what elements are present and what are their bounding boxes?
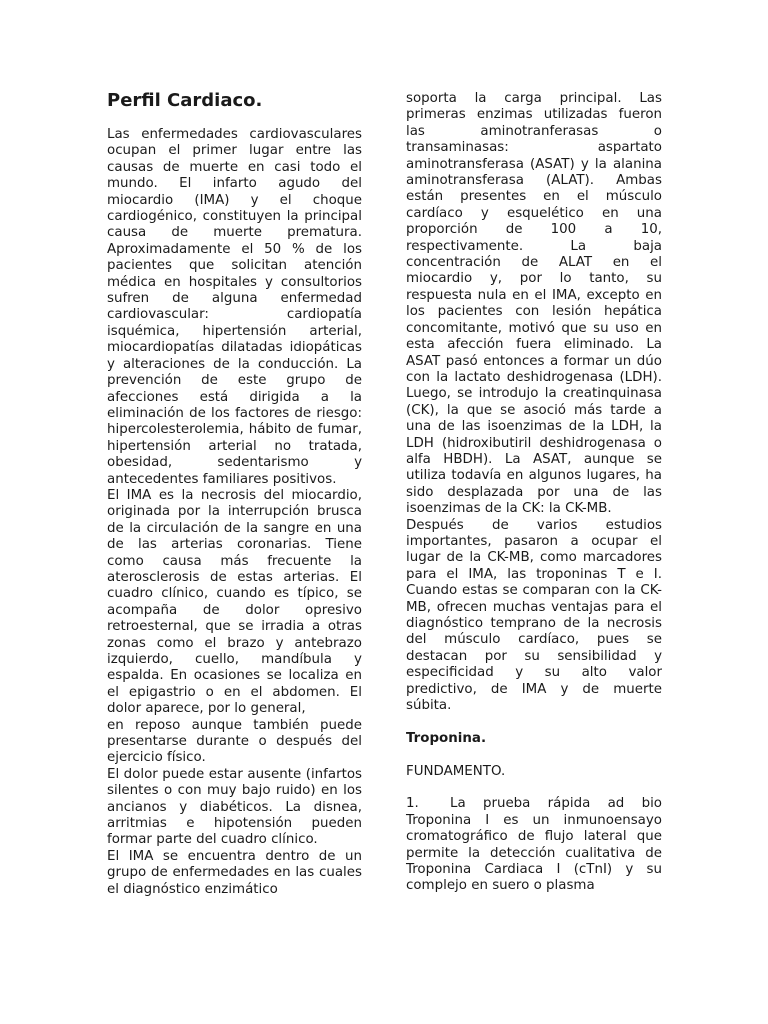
document-title: Perfil Cardiaco.	[107, 90, 263, 111]
right-column-text	[406, 91, 662, 895]
list-item-number: 1.	[406, 796, 419, 812]
subheading: FUNDAMENTO.	[406, 763, 506, 779]
left-column-text	[107, 127, 362, 898]
paragraph: El dolor puede estar ausente (infartos silentes o con muy bajo ruido) en los ancianos y diabéticos. La disnea, arritmias e hipotensión pueden formar parte del cuadro clínico.	[107, 766, 362, 848]
paragraph: El IMA es la necrosis del miocardio, originada por la interrupción brusca de la circulación de la sangre en una de las arterias coronarias. Tiene como causa más frecuente la aterosclerosis de estas arterias. El cuadro clínico, cuando es típico, se acompaña de dolor opresivo retroesternal, que se irradia a otras zonas como el brazo y antebrazo izquierdo, cuello, mandíbula y espalda. En ocasiones se localiza en el epigastrio o en el abdomen. El dolor aparece, por lo general,	[107, 487, 362, 717]
paragraph: Las enfermedades cardiovasculares ocupan el primer lugar entre las causas de muerte en casi todo el mundo. El infarto agudo del miocardio (IMA) y el choque cardiogénico, constituyen la principal causa de muerte prematura. Aproximadamente el 50 % de los pacientes que solicitan atención médica en hospitales y consultorios sufren de alguna enfermedad cardiovascular: cardiopatía isquémica, hipertensión arterial, miocardiopatías dilatadas idiopáticas y alteraciones de la conducción. La prevención de este grupo de afecciones está dirigida a la eliminación de los factores de riesgo: hipercolesterolemia, hábito de fumar, hipertensión arterial no tratada, obesidad, sedentarismo y antecedentes familiares positivos.	[107, 127, 362, 487]
paragraph: soporta la carga principal. Las primeras enzimas utilizadas fueron las aminotranferasas o transaminasas: aspartato aminotransferasa (ASAT) y la alanina aminotransferasa (ALAT). Ambas están presentes en el músculo cardíaco y esquelético en una proporción de 100 a 10, respectivamente. La baja concentración de ALAT en el miocardio y, por lo tanto, su respuesta nula en el IMA, excepto en los pacientes con lesión hepática concomitante, motivó que su uso en esta afección fuera eliminado. La ASAT pasó entonces a formar un dúo con la lactato deshidrogenasa (LDH). Luego, se introdujo la creatinquinasa (CK), la que se asoció más tarde a una de las isoenzimas de la LDH, la LDH (hidroxibutiril deshidrogenasa o alfa HBDH). La ASAT, aunque se utiliza todavía en algunos lugares, ha sido desplazada por una de las isoenzimas de la CK: la CK-MB.	[406, 91, 662, 517]
list-item	[406, 796, 662, 894]
paragraph: El IMA se encuentra dentro de un grupo de enfermedades en las cuales el diagnóstico enzimático	[107, 848, 362, 897]
paragraph: Después de varios estudios importantes, pasaron a ocupar el lugar de la CK-MB, como marcadores para el IMA, las troponinas T e I. Cuando estas se comparan con la CK-MB, ofrecen muchas ventajas para el diagnóstico temprano de la necrosis del músculo cardíaco, pues se destacan por su sensibilidad y especificidad y su alto valor predictivo, de IMA y de muerte súbita.	[406, 517, 662, 714]
list-item-text: La prueba rápida ad bio Troponina I es un inmunoensayo cromatográfico de flujo lateral que permite la detección cualitativa de Troponina Cardiaca I (cTnI) y su complejo en suero o plasma	[406, 796, 662, 894]
paragraph: en reposo aunque también puede presentarse durante o después del ejercicio físico.	[107, 717, 362, 766]
section-heading: Troponina.	[406, 730, 487, 746]
